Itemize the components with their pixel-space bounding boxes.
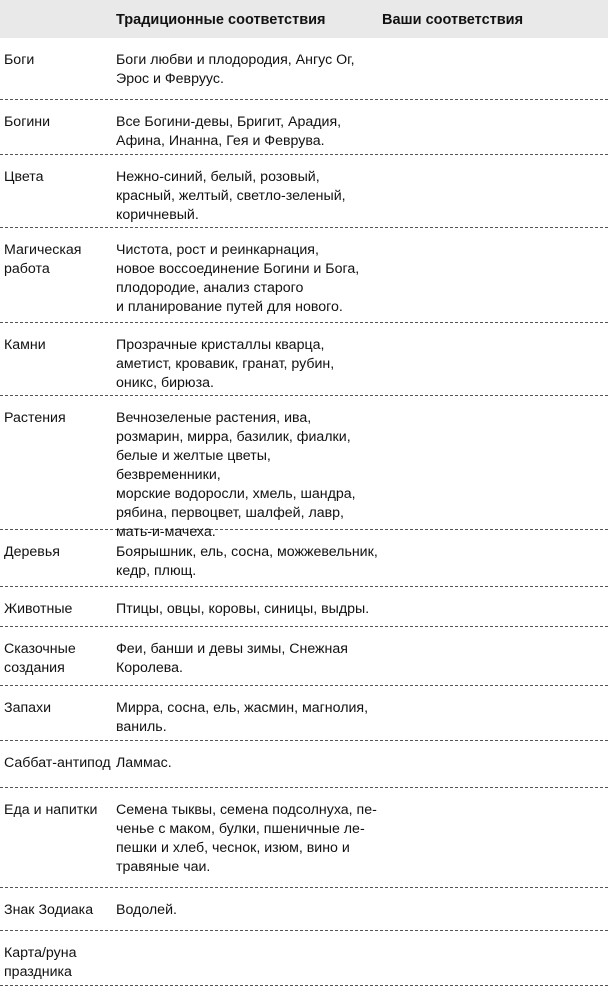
table-header bbox=[0, 0, 608, 38]
row-category: Саббат-антипод bbox=[4, 755, 111, 771]
row-traditional: Ламмас. bbox=[116, 755, 172, 771]
row-category: Боги bbox=[4, 52, 35, 68]
table-row bbox=[0, 686, 608, 741]
row-category: Растения bbox=[4, 410, 66, 426]
row-traditional: Нежно-синий, белый, розовый, красный, желтый, светло-зеленый, коричневый. bbox=[116, 169, 346, 223]
table-row bbox=[0, 228, 608, 323]
row-traditional: Боги любви и плодородия, Ангус Ог, Эрос и Февруус. bbox=[116, 52, 355, 87]
row-category: Карта/руна праздника bbox=[4, 945, 77, 980]
row-category: Богини bbox=[4, 114, 51, 130]
row-traditional: Все Богини-девы, Бригит, Арадия, Афина, Инанна, Гея и Феврува. bbox=[116, 114, 342, 149]
table-row bbox=[0, 931, 608, 986]
row-traditional: Птицы, овцы, коровы, синицы, выдры. bbox=[116, 601, 370, 617]
table-row bbox=[0, 396, 608, 540]
row-category: Животные bbox=[4, 601, 73, 617]
row-category: Еда и напитки bbox=[4, 802, 98, 818]
row-category: Знак Зодиака bbox=[4, 902, 94, 918]
table-row bbox=[0, 888, 608, 931]
row-category: Сказочные создания bbox=[4, 641, 76, 676]
row-traditional: Чистота, рост и реинкарнация, новое воссоединение Богини и Бога, плодородие, анализ старого и планирование путей для нового. bbox=[116, 242, 360, 315]
table-row bbox=[0, 530, 608, 587]
row-traditional: Феи, банши и девы зимы, Снежная Королева. bbox=[116, 641, 348, 676]
table-row bbox=[0, 38, 608, 100]
table-row bbox=[0, 627, 608, 686]
row-category: Цвета bbox=[4, 169, 44, 185]
table-row bbox=[0, 100, 608, 155]
row-category: Запахи bbox=[4, 700, 52, 716]
row-traditional: Прозрачные кристаллы кварца, аметист, кровавик, гранат, рубин, оникс, бирюза. bbox=[116, 337, 335, 391]
row-category: Магическая работа bbox=[4, 242, 82, 277]
table-row bbox=[0, 587, 608, 627]
header-traditional: Традиционные соответствия bbox=[116, 12, 326, 28]
row-traditional: Мирра, сосна, ель, жасмин, магнолия, ваниль. bbox=[116, 700, 369, 735]
row-traditional: Водолей. bbox=[116, 902, 177, 918]
row-traditional: Боярышник, ель, сосна, можжевельник, кедр, плющ. bbox=[116, 544, 378, 579]
row-traditional: Вечнозеленые растения, ива, розмарин, мирра, базилик, фиалки, белые и желтые цветы, безвременники, морские водоросли, хмель, шандра, рябина, первоцвет, шалфей, лавр, мать-и-мачеха. bbox=[116, 410, 356, 540]
table-row bbox=[0, 788, 608, 888]
table-row bbox=[0, 741, 608, 788]
table-row bbox=[0, 323, 608, 396]
row-category: Деревья bbox=[4, 544, 60, 560]
row-category: Камни bbox=[4, 337, 46, 353]
row-traditional: Семена тыквы, семена подсолнуха, пе- ченье с маком, булки, пшеничные ле- пешки и хлеб, чеснок, изюм, вино и травяные чаи. bbox=[116, 802, 377, 875]
table-row bbox=[0, 155, 608, 228]
header-yours: Ваши соответствия bbox=[382, 12, 524, 28]
